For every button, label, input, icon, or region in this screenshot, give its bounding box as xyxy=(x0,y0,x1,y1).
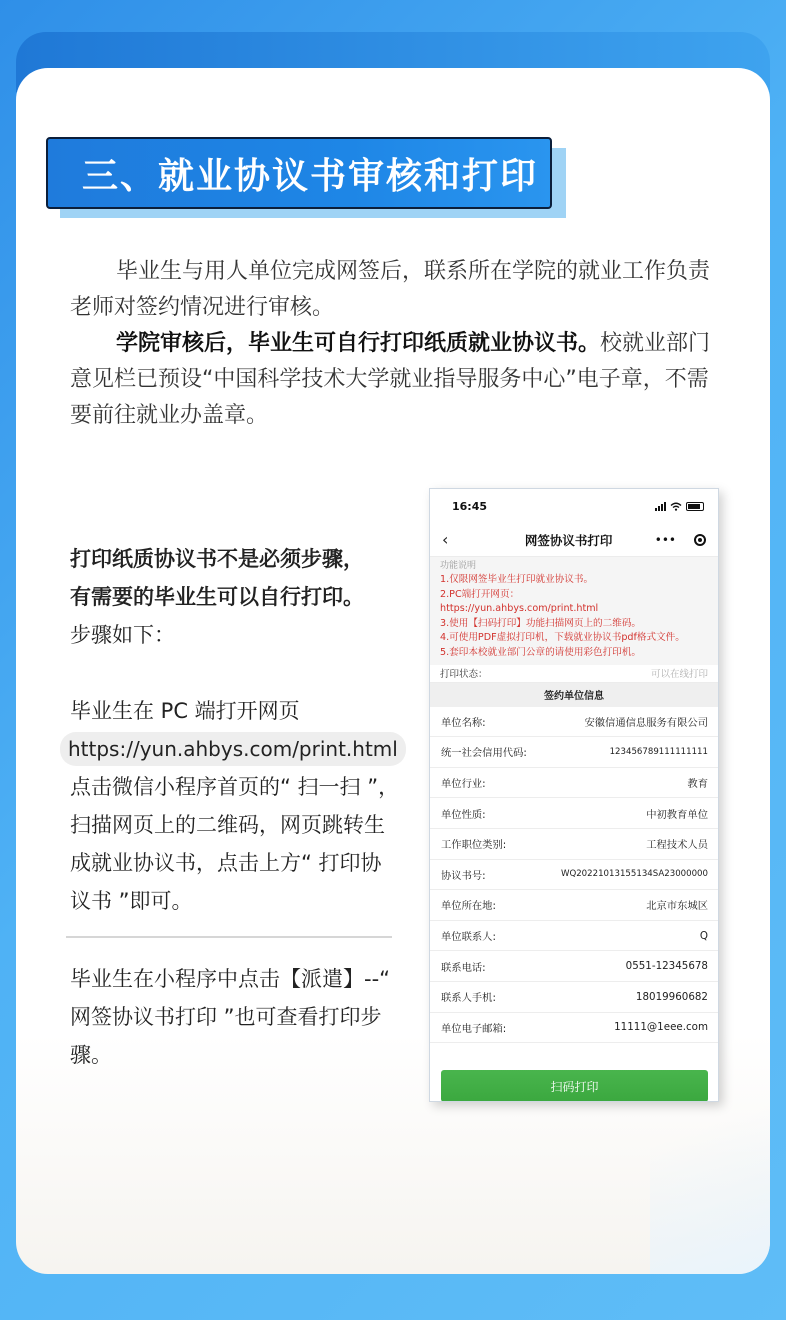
row-value: 北京市东城区 xyxy=(646,900,708,913)
info-row xyxy=(430,890,718,921)
print-status-value: 可以在线打印 xyxy=(650,669,708,681)
step-scan-text: 点击微信小程序首页的“ 扫一扫 ”，扫描网页上的二维码，网页跳转生成就业协议书，点击上方“ 打印协议书 ”即可。 xyxy=(70,775,400,913)
phone-screenshot xyxy=(429,488,719,1102)
row-label: 协议书号: xyxy=(441,869,486,882)
status-time: 16:45 xyxy=(452,499,488,513)
signal-icon xyxy=(655,501,666,511)
divider xyxy=(66,936,392,938)
row-label: 单位名称: xyxy=(441,716,486,729)
nav-bar xyxy=(430,523,718,557)
print-instructions xyxy=(70,540,400,1074)
row-value: WQ20221013155134SA23000000 xyxy=(560,869,708,880)
intro-paragraph-2 xyxy=(70,326,730,434)
function-line: 3.使用【扫码打印】功能扫描网页上的二维码。 xyxy=(440,617,642,629)
print-status-row xyxy=(430,665,718,683)
info-row xyxy=(430,860,718,891)
intro-rest-text: 校就业部门意见栏已预设“中国科学技术大学就业指导服务中心”电子章，不需要前往就业办盖章。 xyxy=(70,331,711,428)
step-pc-text: 毕业生在 PC 端打开网页 xyxy=(70,699,300,723)
info-row xyxy=(430,982,718,1013)
row-label: 联系电话: xyxy=(441,961,486,974)
info-row xyxy=(430,829,718,860)
row-value: 工程技术人员 xyxy=(646,839,708,852)
row-value: 18019960682 xyxy=(635,990,708,1003)
info-row xyxy=(430,707,718,738)
function-line: https://yun.ahbys.com/print.html xyxy=(440,603,599,615)
section-title: 三、就业协议书审核和打印 xyxy=(82,155,539,197)
info-row xyxy=(430,737,718,768)
row-value: 123456789111111111 xyxy=(609,746,708,757)
section-header: 签约单位信息 xyxy=(430,683,718,707)
wifi-icon xyxy=(670,502,682,511)
row-label: 单位行业: xyxy=(441,778,486,791)
battery-icon xyxy=(686,502,704,511)
steps-label: 步骤如下： xyxy=(70,623,175,647)
info-row xyxy=(430,798,718,829)
function-label: 功能说明 xyxy=(440,561,477,571)
row-label: 单位所在地: xyxy=(441,900,496,913)
function-line: 1.仅限网签毕业生打印就业协议书。 xyxy=(440,574,594,585)
note-line-1: 打印纸质协议书不是必须步骤， xyxy=(70,547,364,571)
info-row xyxy=(430,921,718,952)
row-label: 联系人手机: xyxy=(441,992,496,1005)
info-row xyxy=(430,768,718,799)
back-icon[interactable]: ‹ xyxy=(442,530,449,549)
row-label: 统一社会信用代码: xyxy=(441,747,527,760)
info-row xyxy=(430,1013,718,1044)
print-url-link[interactable]: https://yun.ahbys.com/print.html xyxy=(60,732,406,766)
row-value: Q xyxy=(699,929,708,942)
close-miniprogram-icon[interactable] xyxy=(694,534,706,546)
intro-paragraph-1: 毕业生与用人单位完成网签后，联系所在学院的就业工作负责老师对签约情况进行审核。 xyxy=(70,259,711,320)
function-description xyxy=(430,557,718,665)
row-label: 单位电子邮箱: xyxy=(441,1022,507,1035)
row-label: 单位性质: xyxy=(441,808,486,821)
row-label: 工作职位类别: xyxy=(441,839,507,852)
scan-print-button[interactable]: 扫码打印 xyxy=(441,1070,708,1102)
section-title-box xyxy=(46,137,552,209)
row-value: 教育 xyxy=(687,778,708,791)
intro-text xyxy=(70,254,730,434)
intro-bold-text: 学院审核后，毕业生可自行打印纸质就业协议书。 xyxy=(116,331,601,356)
function-line: 5.套印本校就业部门公章的请使用彩色打印机。 xyxy=(440,646,642,658)
info-row xyxy=(430,951,718,982)
print-status-label: 打印状态： xyxy=(440,669,488,681)
row-value: 中初教育单位 xyxy=(646,808,708,821)
row-value: 11111@1eee.com xyxy=(614,1021,708,1034)
row-value: 安徽信通信息服务有限公司 xyxy=(584,716,708,729)
row-value: 0551-12345678 xyxy=(625,960,708,973)
function-line: 4.可使用PDF虚拟打印机，下载就业协议书pdf格式文件。 xyxy=(440,632,685,644)
note-line-2: 有需要的毕业生可以自行打印。 xyxy=(70,585,364,609)
nav-title: 网签协议书打印 xyxy=(524,532,613,548)
step-miniprogram-text: 毕业生在小程序中点击【派遣】--“ 网签协议书打印 ”也可查看打印步骤。 xyxy=(70,967,391,1067)
more-icon[interactable]: ••• xyxy=(654,532,676,547)
function-line: 2.PC端打开网页： xyxy=(440,588,520,600)
card-decoration xyxy=(650,1074,770,1274)
row-label: 单位联系人: xyxy=(441,931,496,944)
status-bar xyxy=(430,489,718,523)
